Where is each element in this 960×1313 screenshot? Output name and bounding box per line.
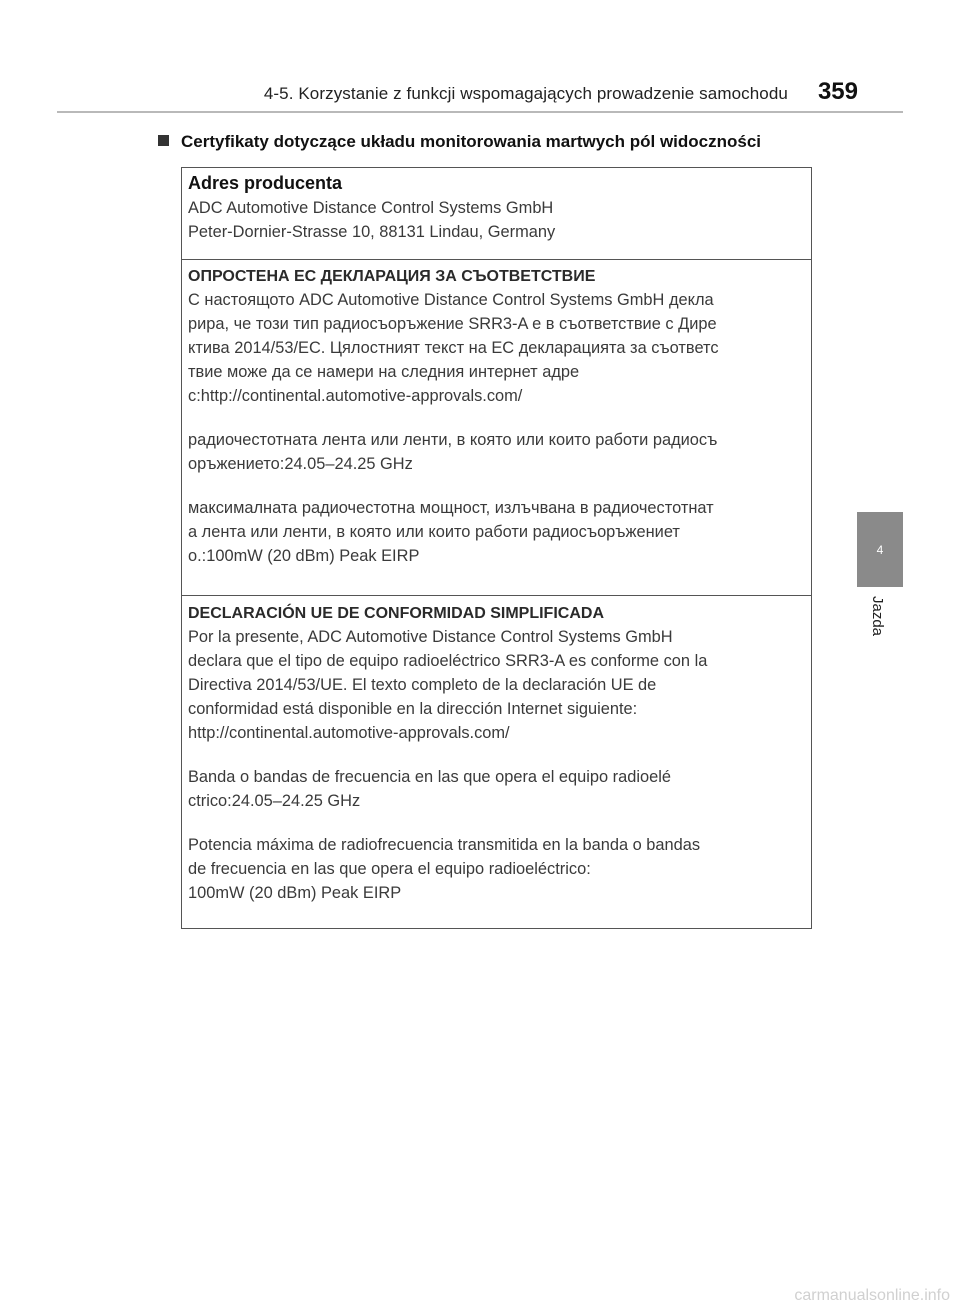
- bulgarian-declaration-title: ОПРОСТЕНА ЕС ДЕКЛАРАЦИЯ ЗА СЪОТВЕТСТВИЕ: [188, 268, 596, 285]
- power-line: 100mW (20 dBm) Peak EIRP: [188, 884, 402, 902]
- manufacturer-title: Adres producenta: [188, 173, 343, 193]
- manufacturer-address-cell: [182, 168, 811, 260]
- declaration-line: рира, че този тип радиосъоръжение SRR3-A е в съответствие с Дире: [188, 315, 717, 333]
- paragraph-gap: [188, 813, 805, 833]
- chapter-tab-label: Jazda: [869, 596, 886, 637]
- manufacturer-line: ADC Automotive Distance Control Systems GmbH: [188, 199, 554, 217]
- frequency-line: радиочестотната лента или ленти, в която или които работи радиосъ: [188, 431, 718, 449]
- square-bullet-icon: [158, 135, 169, 146]
- running-header: [0, 78, 858, 106]
- paragraph-gap: [188, 745, 805, 765]
- frequency-line: ctrico:24.05–24.25 GHz: [188, 792, 361, 810]
- header-divider: [57, 111, 903, 113]
- spanish-declaration-title: DECLARACIÓN UE DE CONFORMIDAD SIMPLIFICADA: [188, 605, 604, 622]
- paragraph-gap: [188, 476, 805, 496]
- chapter-title: 4-5. Korzystanie z funkcji wspomagających prowadzenie samochodu: [263, 84, 788, 103]
- watermark: carmanualsonline.info: [794, 1287, 950, 1304]
- power-line: de frecuencia en las que opera el equipo radioeléctrico:: [188, 860, 591, 878]
- bulgarian-declaration-cell: [182, 260, 811, 596]
- spanish-declaration-cell: [182, 596, 811, 927]
- declaration-line: http://continental.automotive-approvals.com/: [188, 724, 510, 742]
- declaration-line: declara que el tipo de equipo radioeléctrico SRR3-A es conforme con la: [188, 652, 708, 670]
- chapter-tab: [857, 512, 903, 587]
- section-heading-text: Certyfikaty dotyczące układu monitorowania martwych pól widoczności: [181, 132, 762, 151]
- declaration-line: Por la presente, ADC Automotive Distance Control Systems GmbH: [188, 628, 673, 646]
- declaration-line: Directiva 2014/53/UE. El texto completo de la declaración UE de: [188, 676, 657, 694]
- page-number: 359: [817, 78, 858, 105]
- frequency-line: оръжението:24.05–24.25 GHz: [188, 455, 413, 473]
- declaration-line: твие може да се намери на следния интернет адре: [188, 363, 580, 381]
- frequency-line: Banda o bandas de frecuencia en las que opera el equipo radioelé: [188, 768, 671, 786]
- power-line: Potencia máxima de radiofrecuencia transmitida en la banda o bandas: [188, 836, 701, 854]
- declaration-line: c:http://continental.automotive-approvals.com/: [188, 387, 523, 405]
- power-line: максималната радиочестотна мощност, излъчвана в радиочестотнат: [188, 499, 714, 517]
- chapter-tab-number: 4: [876, 542, 884, 557]
- section-heading: [158, 132, 858, 152]
- certificate-box: [181, 167, 812, 929]
- paragraph-gap: [188, 408, 805, 428]
- declaration-line: С настоящото ADC Automotive Distance Control Systems GmbH декла: [188, 291, 714, 309]
- power-line: о.:100mW (20 dBm) Peak EIRP: [188, 547, 420, 565]
- manufacturer-line: Peter-Dornier-Strasse 10, 88131 Lindau, Germany: [188, 223, 556, 241]
- power-line: а лента или ленти, в която или които работи радиосъоръжениет: [188, 523, 680, 541]
- declaration-line: ктива 2014/53/ЕС. Цялостният текст на ЕС декларацията за съответс: [188, 339, 719, 357]
- declaration-line: conformidad está disponible en la dirección Internet siguiente:: [188, 700, 638, 718]
